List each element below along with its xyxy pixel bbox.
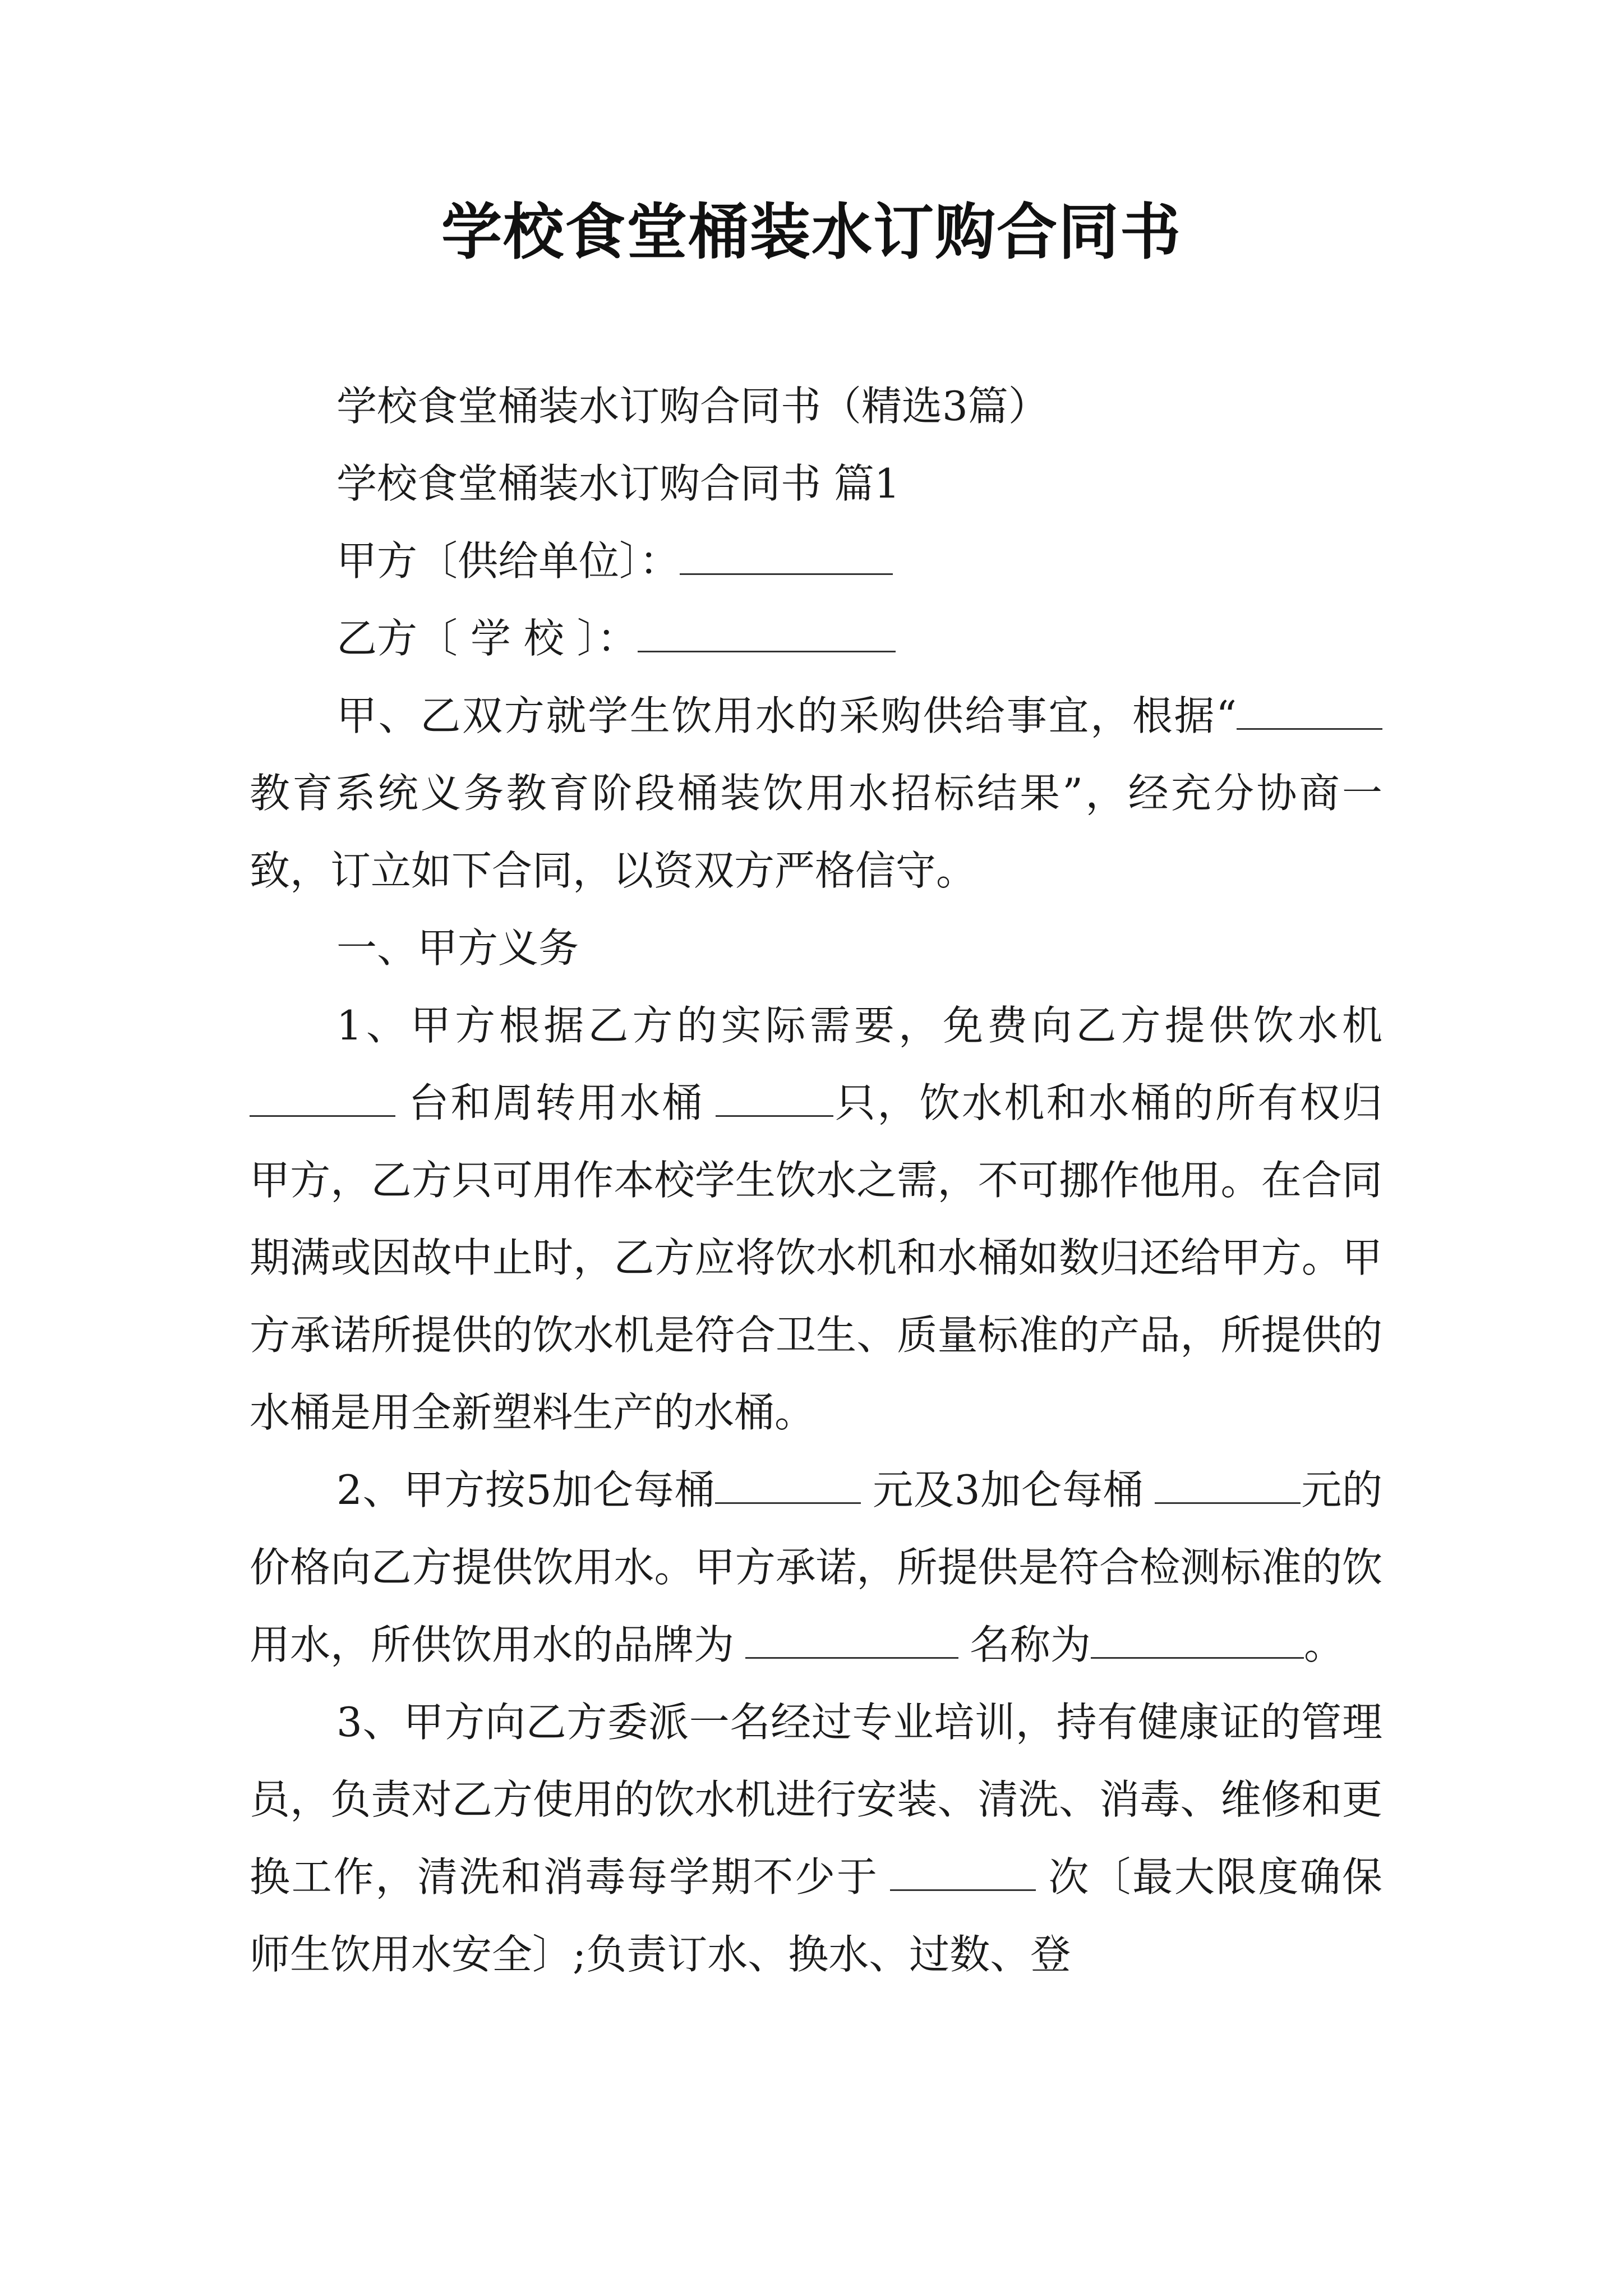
clause-1-paragraph [250,987,1382,1451]
intro-text-before: 甲、乙双方就学生饮用水的采购供给事宜，根据“ [336,692,1237,739]
clause-2-text-1: 2、甲方按5加仑每桶 [336,1466,716,1513]
party-a-line [250,522,1382,600]
clause-1-text-3: 只，饮水机和水桶的所有权归甲方，乙方只可用作本校学生饮水之需，不可挪作他用。在合同期满或因故中止时，乙方应将饮水机和水桶如数归还给甲方。甲方承诺所提供的饮水机是符合卫生、质量标准的产品，所提供的水桶是用全新塑料生产的水桶。 [250,1079,1382,1436]
clause-1-text-1: 1、甲方根据乙方的实际需要，免费向乙方提供饮水机 [336,1002,1382,1049]
clause-2-blank-3 [745,1623,958,1659]
intro-blank [1237,694,1382,730]
subtitle: 学校食堂桶装水订购合同书（精选3篇） [336,383,1049,430]
clause-1-text-2: 台和周转用水桶 [407,1079,704,1126]
party-b-label: 乙方〔 学 校 〕： [336,615,638,662]
party-b-blank [638,617,896,652]
clause-3-blank-1 [890,1856,1036,1891]
clause-2-text-3: 元的价格向乙方提供饮用水。甲方承诺，所提供是符合检测标准的饮用水，所供饮用水的品牌为 [250,1466,1382,1668]
clause-2-text-2: 元及3加仑每桶 [872,1466,1144,1513]
clause-2-blank-4 [1091,1623,1304,1659]
clause-1-blank-2 [716,1082,833,1117]
document-body [250,367,1382,1993]
clause-3-text-2: 次〔最大限度确保师生饮用水安全〕;负责订水、换水、过数、登 [250,1853,1382,1978]
clause-1-blank-1 [250,1082,395,1117]
clause-2-blank-1 [715,1469,861,1504]
section-heading: 学校食堂桶装水订购合同书 篇1 [336,460,900,507]
party-a-label: 甲方〔供给单位〕： [336,537,680,585]
clause-3-paragraph [250,1683,1382,1993]
clause-2-text-4: 名称为 [970,1621,1091,1668]
document-title: 学校食堂桶装水订购合同书 [441,197,1182,268]
party-a-blank [680,540,893,575]
clause-2-blank-2 [1155,1469,1301,1504]
clause-3-text-1: 3、甲方向乙方委派一名经过专业培训，持有健康证的管理员，负责对乙方使用的饮水机进行安装、清洗、消毒、维修和更换工作，清洗和消毒每学期不少于 [250,1699,1382,1901]
intro-text-after: 教育系统义务教育阶段桶装饮用水招标结果”，经充分协商一致，订立如下合同，以资双方严格信守。 [250,770,1382,894]
intro-paragraph [250,677,1382,909]
clause-2-text-5: 。 [1304,1621,1345,1668]
heading-party-a-duties: 一、甲方义务 [336,924,579,972]
party-b-line [250,600,1382,677]
clause-2-paragraph [250,1451,1382,1683]
